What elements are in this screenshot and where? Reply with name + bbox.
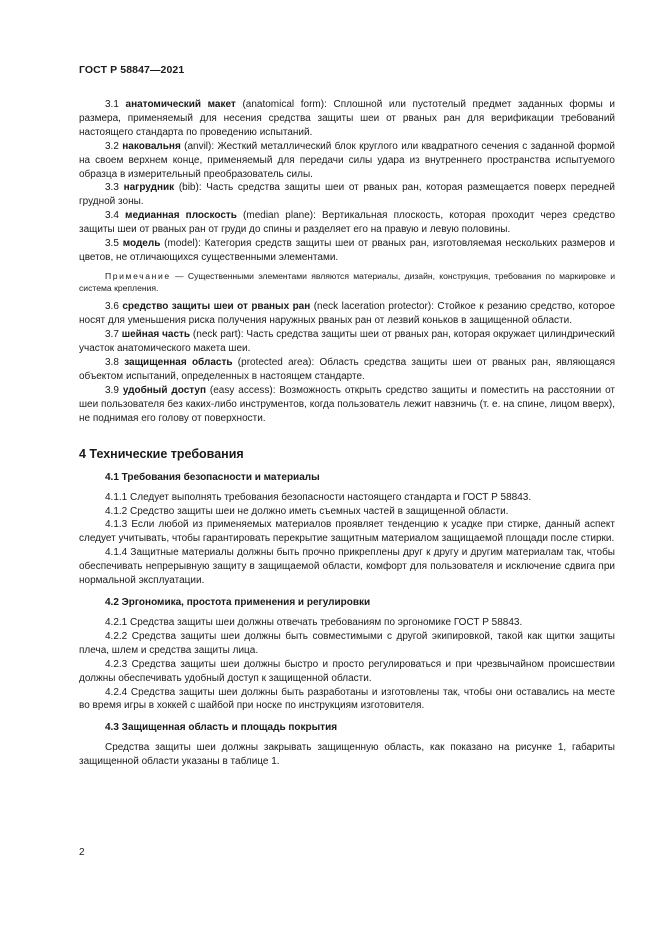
note: Примечание — Существенными элементами являются материалы, дизайн, конструкция, требования по маркировке и система крепления. [79, 270, 615, 293]
term: защищенная область [124, 357, 233, 369]
term: шейная часть [121, 329, 191, 341]
term: удобный доступ [122, 384, 207, 396]
clause-4-1-3: 4.1.3 Если любой из применяемых материалов проявляет тенденцию к усадке при стирке, данный аспект следует учитывать, чтобы гарантировать перекрытие защитным материалом защищаемой площади после стирки. [79, 519, 615, 545]
definition-3-2: 3.2 наковальня (anvil): Жесткий металлический блок круглого или квадратного сечения с заданной формой на своем верхнем конце, применяемый для передачи силы удара из внутреннего пространства испытуемого образца в измерительный преобразователь силы. [79, 140, 616, 180]
section-4-2-heading: 4.2 Эргономика, простота применения и регулировки [105, 596, 371, 608]
page-number: 2 [79, 847, 85, 858]
clause-4-2-3: 4.2.3 Средства защиты шеи должны быстро и просто регулироваться и при чрезвычайном происшествии должны обеспечивать удобный доступ к защищенной области. [79, 658, 615, 684]
definition-3-4: 3.4 медианная плоскость (median plane): Вертикальная плоскость, которая проходит через средство защиты шеи от рваных ран от груди до спины и разделяет его на правую и левую половины. [79, 210, 616, 236]
definition-3-9: 3.9 удобный доступ (easy access): Возможность открыть средство защиты и поместить на расстоянии от шеи пользователя без каких-либо инструментов, когда пользователь лежит навзничь (т. е. на спине, лицом вверх), не поднимая его голову от поверхности. [79, 384, 615, 424]
clause-4-1-4: 4.1.4 Защитные материалы должны быть прочно прикреплены друг к другу и другим материалам так, чтобы обеспечивать непрерывную защиту в защищаемой области, комфорт для пользователя и исключение сдвига при нормальной эксплуатации. [79, 547, 615, 587]
clause-4-1-2: 4.1.2 Средство защиты шеи не должно иметь съемных частей в защищенной области. [105, 505, 509, 517]
standard-header: ГОСТ Р 58847—2021 [79, 64, 185, 76]
section-4-3-heading: 4.3 Защищенная область и площадь покрытия [105, 722, 338, 734]
clause-4-2-1: 4.2.1 Средства защиты шеи должны отвечать требованиям по эргономике ГОСТ Р 58843. [105, 616, 523, 628]
term: наковальня [122, 140, 181, 152]
definition-3-6: 3.6 средство защиты шеи от рваных ран (neck laceration protector): Стойкое к резанию средство, которое носят для уменьшения риска получения наружных рваных ран от лезвий коньков в защищенной области. [79, 301, 616, 327]
term: медианная плоскость [125, 210, 237, 222]
definition-3-3: 3.3 нагрудник (bib): Часть средства защиты шеи от рваных ран, которая размещается поверх передней грудной зоны. [79, 182, 615, 208]
section-4-1-heading: 4.1 Требования безопасности и материалы [105, 471, 320, 483]
term: нагрудник [123, 182, 175, 194]
definition-3-8: 3.8 защищенная область (protected area): Область средства защиты шеи от рваных ран, являющаяся объектом испытаний, определенных в настоящем стандарте. [79, 357, 616, 382]
clause-4-2-4: 4.2.4 Средства защиты шеи должны быть разработаны и изготовлены так, чтобы они оставались на месте во время игры в хоккей с шайбой при носке по инструкциям изготовителя. [79, 686, 615, 712]
definition-3-1: 3.1 анатомический макет (anatomical form): Сплошной или пустотелый предмет заданных формы и размера, применяемый для несения средства защиты шеи от рваных ран для верификации требований настоящего стандарта по проведению испытаний. [79, 99, 616, 138]
definition-3-7: 3.7 шейная часть (neck part): Часть средства защиты шеи от рваных ран, которая окружает цилиндрический участок анатомического макета шеи. [79, 329, 615, 355]
term: анатомический макет [125, 99, 236, 110]
section-4-3-text: Средства защиты шеи должны закрывать защищенную область, как показано на рисунке 1, габариты защищенной области указаны в таблице 1. [79, 742, 615, 768]
definition-3-5: 3.5 модель (model): Категория средств защиты шеи от рваных ран, изготовляемая нескольких размеров и цветов, не отличающихся существенными элементами. [79, 238, 616, 263]
note-label: Примечание [105, 270, 171, 281]
clause-4-2-2: 4.2.2 Средства защиты шеи должны быть совместимыми с другой экипировкой, такой как щитки защиты плеча, шлем и средства защиты лица. [79, 630, 615, 656]
clause-4-1-1: 4.1.1 Следует выполнять требования безопасности настоящего стандарта и ГОСТ Р 58843. [105, 491, 532, 503]
term: модель [122, 238, 161, 250]
term: средство защиты шеи от рваных ран [122, 301, 311, 313]
section-4-heading: 4 Технические требования [79, 446, 244, 461]
